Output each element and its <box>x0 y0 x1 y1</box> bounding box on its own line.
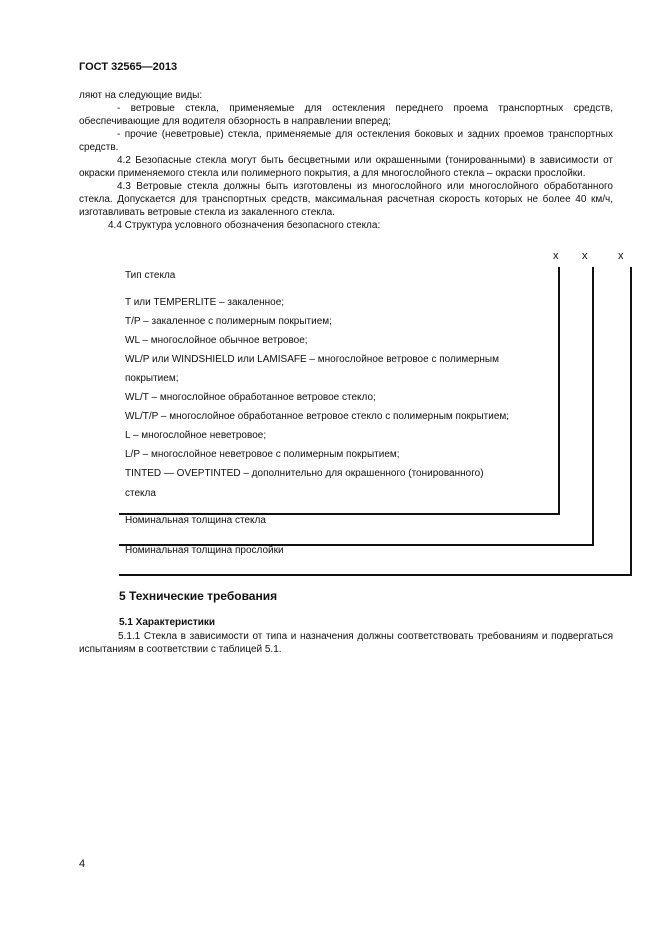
type-item: WL/T/P – многослойное обработанное ветровое стекло с полимерным покрытием; <box>125 411 510 422</box>
type-item: T/P – закаленное с полимерным покрытием; <box>125 316 332 327</box>
subsection-5-1-title: 5.1 Характеристики <box>119 617 216 628</box>
type-item: WL – многослойное обычное ветровое; <box>125 335 308 346</box>
thickness-interlayer-label: Номинальная толщина прослойки <box>125 545 284 556</box>
paragraph-4-3: 4.3 Ветровые стекла должны быть изготовлены из многослойного или многослойного обработанного стекла. Допускается для транспортных средств, максимальная расчетная скорость которых не более 40 км/ч, изготавливать ветровые стекла из закаленного стекла. <box>79 181 613 218</box>
paragraph-4-2: 4.2 Безопасные стекла могут быть бесцветными или окрашенными (тонированными) в зависимости от окраски применяемого стекла или полимерного покрытия, а для многослойного стекла – окраски прослойки. <box>79 155 613 179</box>
bracket-line-interlayer <box>630 267 632 575</box>
bracket-line-glass <box>592 267 594 545</box>
paragraph-5-1-1-block <box>79 630 613 656</box>
intro-line: - прочие (неветровые) стекла, применяемые для остекления боковых и задних проемов транспортных средств. <box>79 129 613 153</box>
type-item: стекла <box>125 488 156 499</box>
type-item: покрытием; <box>125 373 179 384</box>
section-5-title: 5 Технические требования <box>119 589 278 603</box>
intro-line: - ветровые стекла, применяемые для остекления переднего проема транспортных средств, обеспечивающие для водителя обзорность в направлении вперед; <box>79 103 613 127</box>
type-item: WL/P или WINDSHIELD или LAMISAFE – многослойное ветровое с полимерным <box>125 354 499 365</box>
page-number: 4 <box>79 858 86 870</box>
underline-interlayer <box>119 574 632 576</box>
thickness-glass-label: Номинальная толщина стекла <box>125 515 266 526</box>
type-item: T или TEMPERLITE – закаленное; <box>125 297 285 308</box>
intro-line: ляют на следующие виды: <box>79 90 203 101</box>
intro-block <box>79 89 613 232</box>
type-item: L/P – многослойное неветровое с полимерным покрытием; <box>125 449 400 460</box>
bracket-line-type <box>558 267 560 514</box>
type-item: TINTED — OVEPTINTED – дополнительно для окрашенного (тонированного) <box>125 468 484 479</box>
type-item: L – многослойное неветровое; <box>125 430 267 441</box>
type-label: Тип стекла <box>125 270 176 281</box>
designation-mark: x <box>618 250 624 262</box>
paragraph-4-4: 4.4 Структура условного обозначения безопасного стекла: <box>108 220 381 231</box>
paragraph-5-1-1: 5.1.1 Стекла в зависимости от типа и назначения должны соответствовать требованиям и подвергаться испытаниям в соответствии с таблицей 5.1. <box>79 631 613 655</box>
document-header: ГОСТ 32565—2013 <box>79 61 178 73</box>
designation-mark: x <box>582 250 588 262</box>
type-item: WL/T – многослойное обработанное ветровое стекло; <box>125 392 376 403</box>
designation-mark: x <box>553 250 559 262</box>
